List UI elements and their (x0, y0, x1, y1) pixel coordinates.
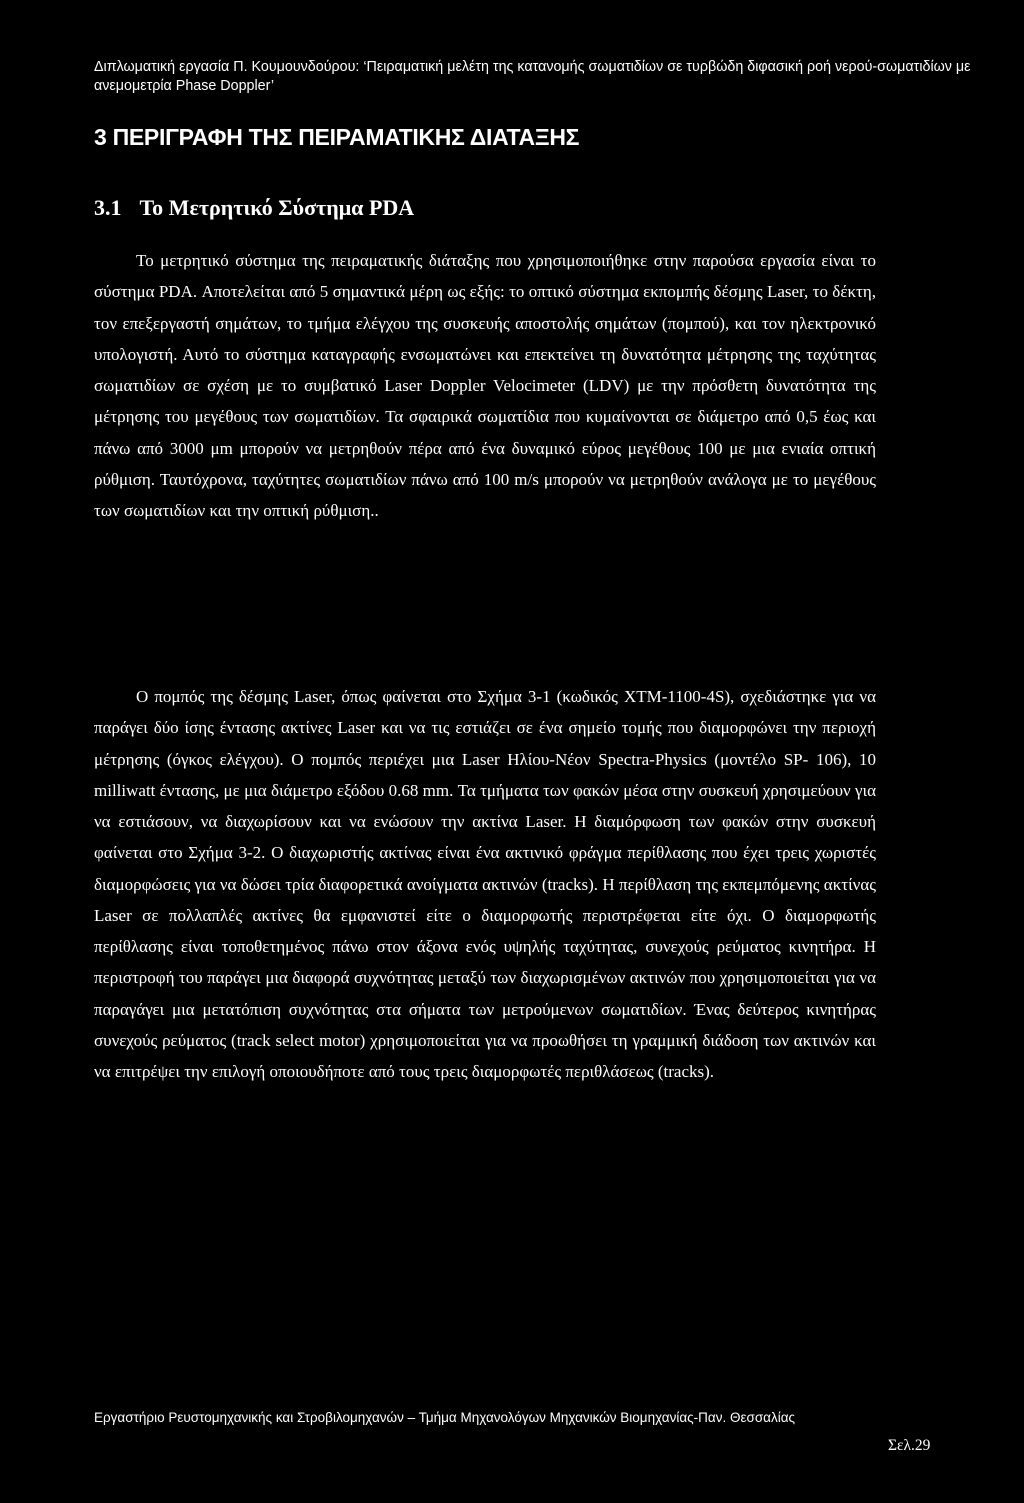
section-heading (94, 195, 414, 221)
body-paragraph (94, 681, 876, 1087)
section-number: 3.1 (94, 195, 122, 220)
running-header: Διπλωματική εργασία Π. Κουμουνδούρου: ‘Πειραματική μελέτη της κατανομής σωματιδίων σε τυρβώδη διφασική ροή νερού-σωματιδίων με ανεμομετρία Phase Doppler’ (94, 59, 971, 94)
section-title-text: Το Μετρητικό Σύστημα PDA (139, 195, 415, 220)
page-number: Σελ.29 (888, 1437, 931, 1454)
body-paragraph (94, 245, 876, 526)
running-footer: Εργαστήριο Ρευστομηχανικής και Στροβιλομηχανών – Τμήμα Μηχανολόγων Μηχανικών Βιομηχανίας-Παν. Θεσσαλίας (94, 1410, 796, 1425)
paragraph-text: Το μετρητικό σύστημα της πειραματικής διάταξης που χρησιμοποιήθηκε στην παρούσα εργασία είναι το σύστημα PDA. Αποτελείται από 5 σημαντικά μέρη ως εξής: το οπτικό σύστημα εκπομπής δέσμης Laser, το δέκτη, τον επεξεργαστή σημάτων, το τμήμα ελέγχου της συσκευής αποστολής σημάτων (πομπού), και τον ηλεκτρονικό υπολογιστή. Αυτό το σύστημα καταγραφής ενσωματώνει και επεκτείνει τη δυνατότητα μέτρησης της ταχύτητας σωματιδίων σε σχέση με το συμβατικό Laser Doppler Velocimeter (LDV) με την πρόσθετη δυνατότητα της μέτρησης του μεγέθους των σωματιδίων. Τα σφαιρικά σωματίδια που κυμαίνονται σε διάμετρο από 0,5 έως και πάνω από 3000 μm μπορούν να μετρηθούν πέρα από ένα δυναμικό εύρος μεγέθους 100 με μια ενιαία οπτική ρύθμιση. Ταυτόχρονα, ταχύτητες σωματιδίων πάνω από 100 m/s μπορούν να μετρηθούν ανάλογα με το μεγέθους των σωματιδίων και την οπτική ρύθμιση.. (94, 251, 876, 520)
chapter-heading: 3 ΠΕΡΙΓΡΑΦΗ ΤΗΣ ΠΕΙΡΑΜΑΤΙΚΗΣ ΔΙΑΤΑΞΗΣ (94, 124, 580, 150)
paragraph-text: Ο πομπός της δέσμης Laser, όπως φαίνεται στο Σχήμα 3-1 (κωδικός XTM-1100-4S), σχεδιάστηκε για να παράγει δύο ίσης έντασης ακτίνες Laser και να τις εστιάζει σε ένα σημείο τομής που διαμορφώνει την περιοχή μέτρησης (όγκος ελέγχου). Ο πομπός περιέχει μια Laser Ηλίου-Νέον Spectra-Physics (μοντέλο SP- 106), 10 milliwatt έντασης, με μια διάμετρο εξόδου 0.68 mm. Τα τμήματα των φακών μέσα στην συσκευή χρησιμεύουν για να εστιάσουν, να διαχωρίσουν και να ενώσουν την ακτίνα Laser. Η διαμόρφωση των φακών στην συσκευή φαίνεται στο Σχήμα 3-2. Ο διαχωριστής ακτίνας είναι ένα ακτινικό φράγμα περίθλασης που έχει τρεις χωριστές διαμορφώσεις για να δώσει τρία διαφορετικά ανοίγματα ακτινών (tracks). Η περίθλαση της εκπεμπόμενης ακτίνας Laser σε πολλαπλές ακτίνες θα εμφανιστεί είτε ο διαμορφωτής περιστρέφεται είτε όχι. Ο διαμορφωτής περίθλασης είναι τοποθετημένος πάνω στον άξονα ενός υψηλής ταχύτητας, συνεχούς ρεύματος κινητήρα. Η περιστροφή του παράγει μια διαφορά συχνότητας μεταξύ των διαχωρισμένων ακτινών που χρησιμοποιείται για να παραγάγει μια μετατόπιση συχνότητας στα σήματα των μετρούμενων σωματιδίων. Ένας δεύτερος κινητήρας συνεχούς ρεύματος (track select motor) χρησιμοποιείται για να προωθήσει τη γραμμική διάδοση των ακτινών και να επιτρέψει την επιλογή οποιουδήποτε από τους τρεις διαμορφωτές περιθλάσεως (tracks). (94, 687, 876, 1081)
